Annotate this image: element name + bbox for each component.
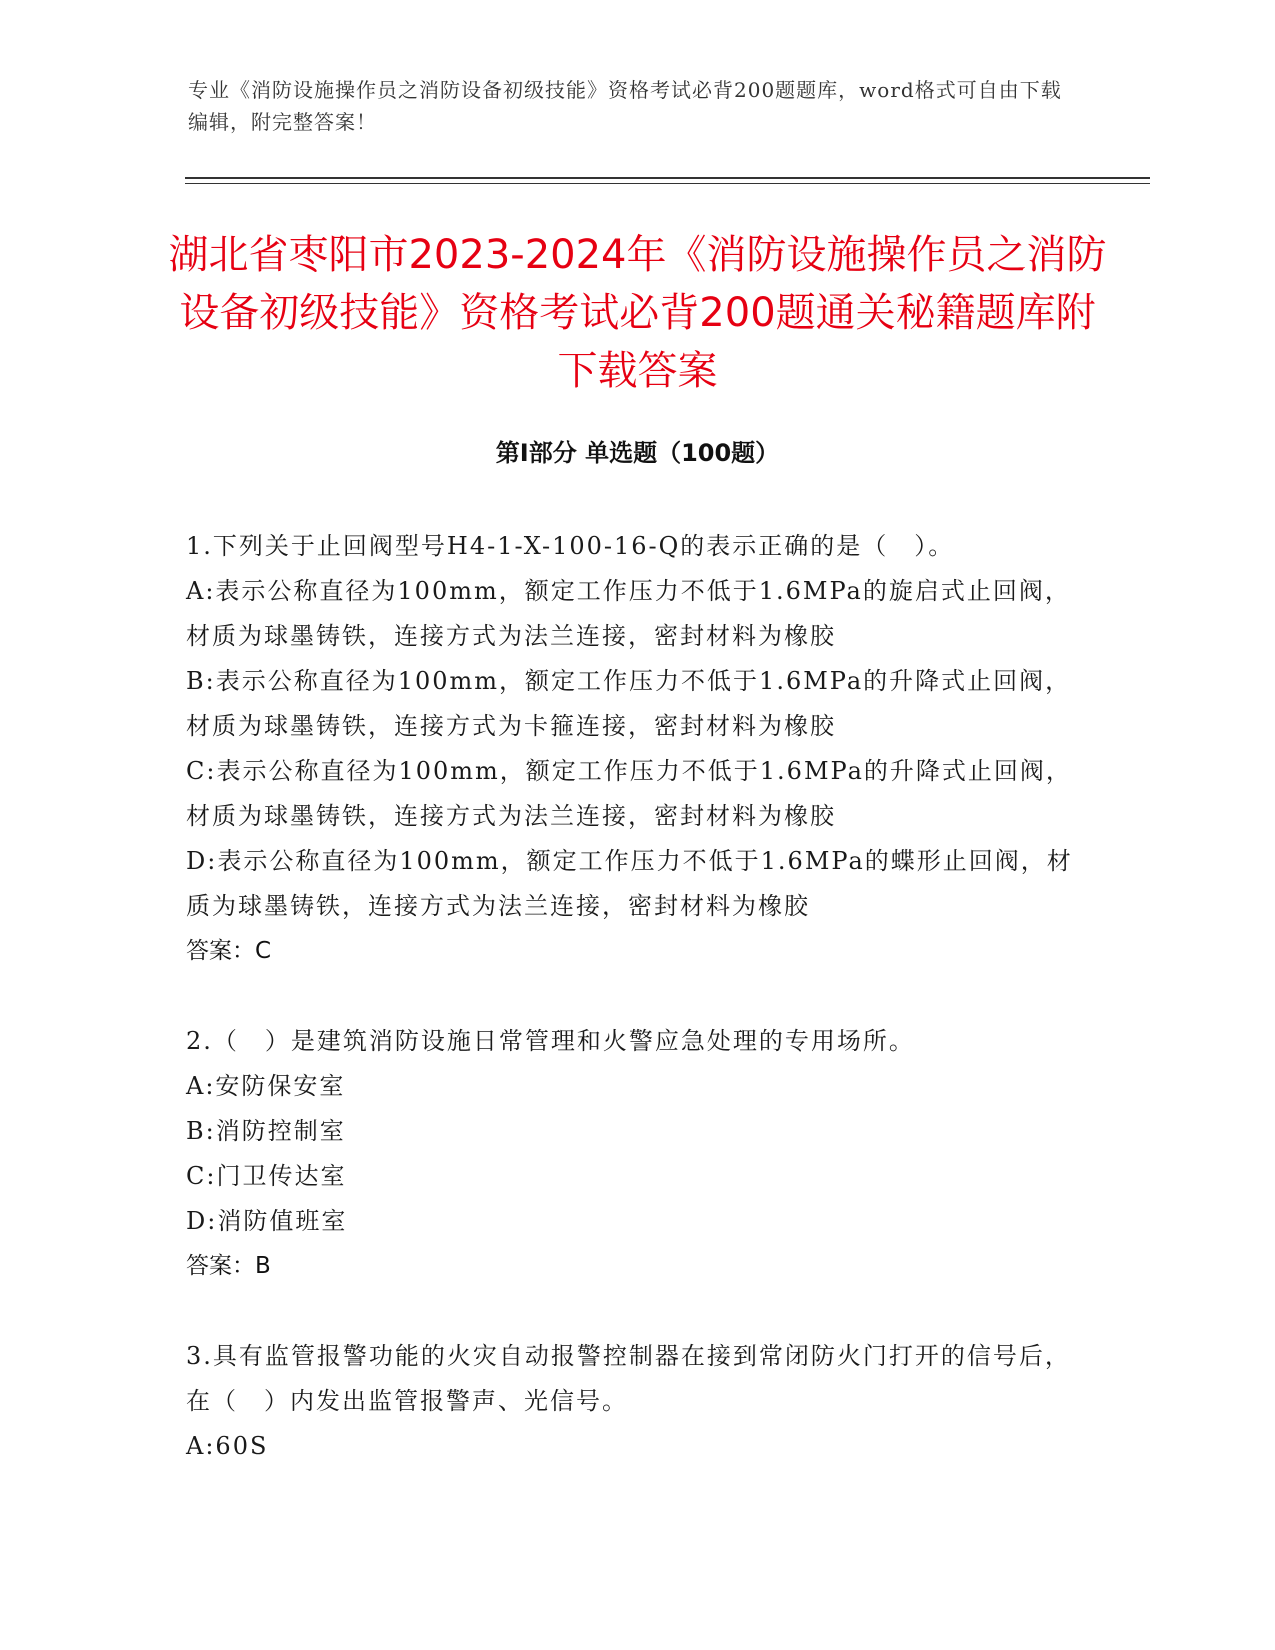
header-rule-thick (185, 177, 1150, 179)
question-spacer (186, 1289, 1086, 1334)
option-d: D:消防值班室 (186, 1207, 348, 1235)
header-rule-thin (185, 183, 1150, 184)
question-2 (186, 1019, 1086, 1289)
option-d: D:表示公称直径为100mm，额定工作压力不低于1.6MPa的蝶形止回阀，材质为球墨铸铁，连接方式为法兰连接，密封材料为橡胶 (186, 847, 1073, 920)
option-c: C:表示公称直径为100mm，额定工作压力不低于1.6MPa的升降式止回阀，材质为球墨铸铁，连接方式为法兰连接，密封材料为橡胶 (186, 757, 1072, 830)
document-title: 湖北省枣阳市2023-2024年《消防设施操作员之消防设备初级技能》资格考试必背200题通关秘籍题库附下载答案 (168, 232, 1107, 394)
question-stem: 2.（ ）是建筑消防设施日常管理和火警应急处理的专用场所。 (186, 1027, 915, 1055)
question-stem: 3.具有监管报警功能的火灾自动报警控制器在接到常闭防火门打开的信号后，在（ ）内发出监管报警声、光信号。 (186, 1342, 1071, 1415)
header-note: 专业《消防设施操作员之消防设备初级技能》资格考试必背200题题库，word格式可自由下载编辑，附完整答案！ (188, 78, 1062, 134)
question-spacer (186, 974, 1086, 1019)
option-a: A:60S (186, 1432, 269, 1460)
question-1 (186, 524, 1086, 974)
option-a: A:表示公称直径为100mm，额定工作压力不低于1.6MPa的旋启式止回阀，材质为球墨铸铁，连接方式为法兰连接，密封材料为橡胶 (186, 577, 1071, 650)
answer: 答案：C (186, 938, 272, 964)
section-title: 第I部分 单选题（100题） (495, 439, 780, 467)
option-a: A:安防保安室 (186, 1072, 346, 1100)
question-list (186, 524, 1086, 1469)
option-c: C:门卫传达室 (186, 1162, 347, 1190)
answer: 答案：B (186, 1253, 271, 1279)
option-b: B:消防控制室 (186, 1117, 346, 1145)
option-b: B:表示公称直径为100mm，额定工作压力不低于1.6MPa的升降式止回阀，材质为球墨铸铁，连接方式为卡箍连接，密封材料为橡胶 (186, 667, 1072, 740)
question-3 (186, 1334, 1086, 1469)
question-stem: 1.下列关于止回阀型号H4-1-X-100-16-Q的表示正确的是（ ）。 (186, 532, 955, 560)
